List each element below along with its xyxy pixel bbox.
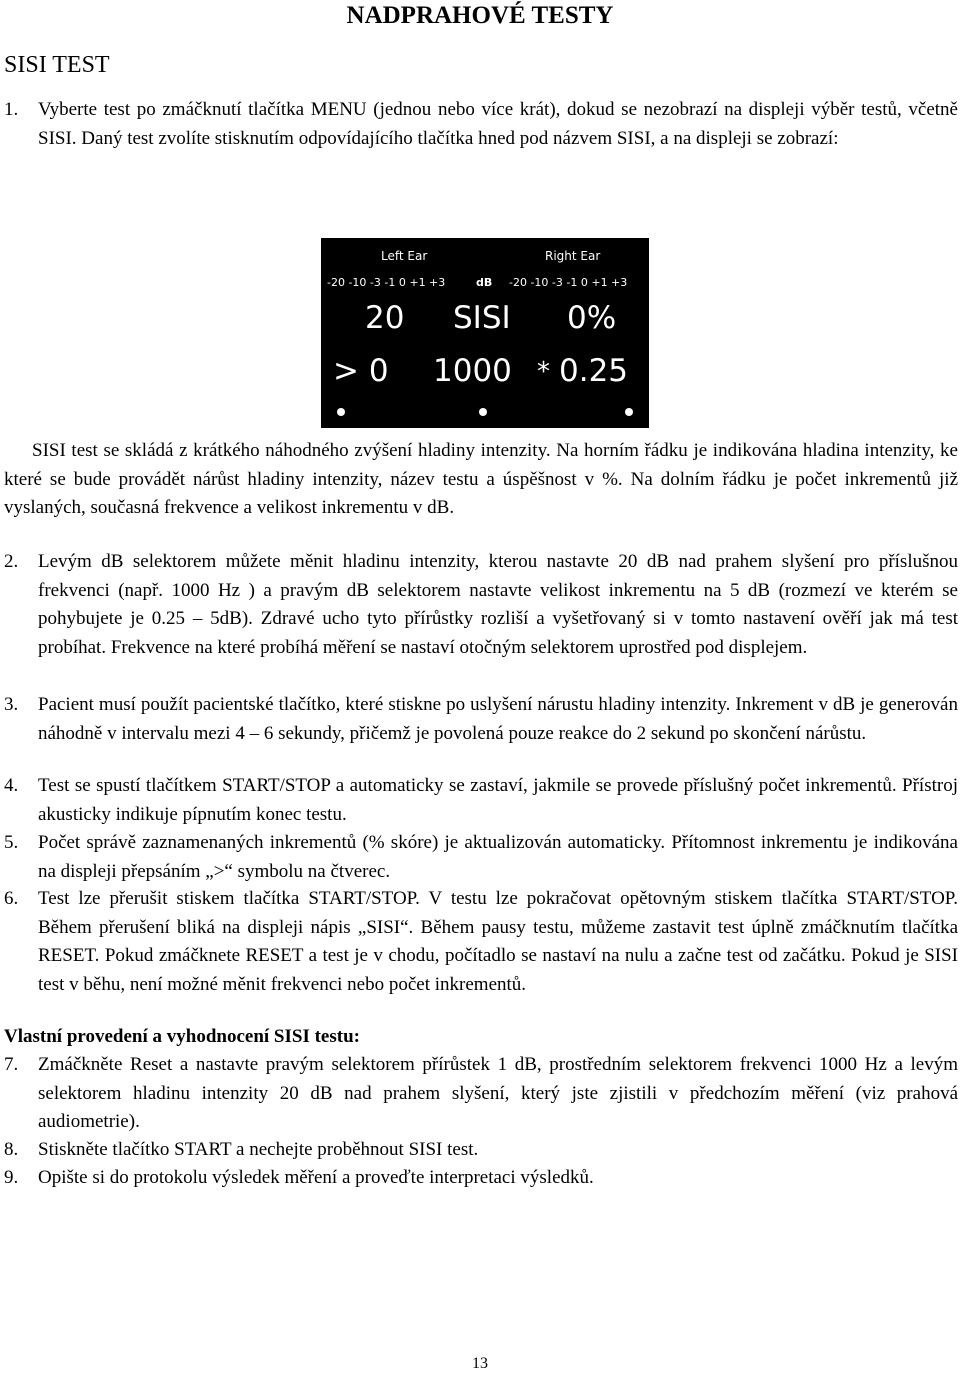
list-item-number: 7.	[4, 1054, 19, 1075]
list-item-number: 8.	[4, 1139, 19, 1160]
test-name: SISI	[453, 300, 511, 336]
section-title: SISI TEST	[4, 52, 110, 78]
left-ear-label: Left Ear	[381, 249, 428, 263]
list-item-text: Zmáčkněte Reset a nastavte pravým selektorem přírůstek 1 dB, prostředním selektorem frekvenci 1000 Hz a levým selektorem hladinu intenzity 20 dB nad prahem slyšení, který jste zjistili v předchozím měření (viz prahová audiometrie).	[38, 1054, 958, 1132]
list-item-text: Opište si do protokolu výsledek měření a proveďte interpretaci výsledků.	[38, 1167, 594, 1188]
list-item	[4, 96, 958, 153]
increment-count: > 0	[333, 353, 389, 389]
right-ear-label: Right Ear	[545, 249, 601, 263]
list-item	[4, 772, 958, 829]
list-item-number: 9.	[4, 1167, 19, 1188]
list-item-text: Vyberte test po zmáčknutí tlačítka MENU (jednou nebo více krát), dokud se nezobrazí na displeji výběr testů, včetně SISI. Daný test zvolíte stisknutím odpovídajícího tlačítka hned pod názvem SISI, a na displeji se zobrazí:	[38, 99, 958, 149]
indicator-dot-icon	[625, 408, 633, 416]
indicator-dot-icon	[479, 408, 487, 416]
right-ear-scale: -20 -10 -3 -1 0 +1 +3	[509, 276, 628, 289]
list-item	[4, 1136, 958, 1165]
star-icon: *	[537, 357, 550, 387]
audiometer-display	[321, 238, 649, 428]
list-item	[4, 885, 958, 999]
score-percent: 0%	[567, 300, 617, 336]
list-item	[4, 1164, 958, 1193]
indicator-dot-icon	[337, 408, 345, 416]
list-item-text: Test lze přerušit stiskem tlačítka START/STOP. V testu lze pokračovat opětovným stiskem tlačítka START/STOP. Během přerušení bliká na displeji nápis „SISI“. Během pausy testu, můžeme zastavit test úplně zmáčknutím tlačítka RESET. Pokud zmáčknete RESET a test je v chodu, počítadlo se nastaví na nulu a začne test od začátku. Pokud je SISI test v běhu, není možné měnit frekvenci nebo počet inkrementů.	[38, 888, 958, 995]
list-item	[4, 1051, 958, 1137]
list-item-text: Pacient musí použít pacientské tlačítko, které stiskne po uslyšení nárustu hladiny intenzity. Inkrement v dB je generován náhodně v intervalu mezi 4 – 6 sekundy, přičemž je povolená pouze reakce do 2 sekund po skončení nárůstu.	[38, 694, 958, 744]
left-ear-scale: -20 -10 -3 -1 0 +1 +3	[327, 276, 446, 289]
list-item	[4, 548, 958, 662]
list-item-text: Stiskněte tlačítko START a nechejte proběhnout SISI test.	[38, 1139, 479, 1160]
list-item-number: 5.	[4, 832, 19, 853]
list-item-text: Test se spustí tlačítkem START/STOP a automaticky se zastaví, jakmile se provede příslušný počet inkrementů. Přístroj akusticky indikuje pípnutím konec testu.	[38, 775, 958, 825]
frequency: 1000	[433, 353, 512, 389]
list-item-text: Počet správě zaznamenaných inkrementů (% skóre) je aktualizován automaticky. Přítomnost inkrementu je indikována na displeji přepsáním „>“ symbolu na čtverec.	[38, 832, 958, 882]
list-item-number: 6.	[4, 888, 19, 909]
list-item	[4, 829, 958, 886]
list-item-number: 4.	[4, 775, 19, 796]
page-title: NADPRAHOVÉ TESTY	[346, 2, 614, 29]
list-item-number: 1.	[4, 99, 19, 120]
intensity-level: 20	[365, 300, 405, 336]
db-label: dB	[476, 276, 493, 289]
list-item-text: Levým dB selektorem můžete měnit hladinu intenzity, kterou nastavte 20 dB nad prahem slyšení pro příslušnou frekvenci (např. 1000 Hz ) a pravým dB selektorem nastavte velikost inkrementu na 5 dB (rozmezí ve kterém se pohybujete je 0.25 – 5dB). Zdravé ucho tyto přírůstky rozliší a vyšetřovaný si v tomto nastavení ověří jak má test probíhat. Frekvence na které probíhá měření se nastaví otočným selektorem uprostřed pod displejem.	[38, 551, 958, 658]
list-item-number: 3.	[4, 694, 19, 715]
list-item-number: 2.	[4, 551, 19, 572]
increment-size: 0.25	[559, 353, 629, 389]
section-heading: Vlastní provedení a vyhodnocení SISI testu:	[4, 1026, 360, 1047]
list-item	[4, 691, 958, 748]
intro-paragraph: SISI test se skládá z krátkého náhodného zvýšení hladiny intenzity. Na horním řádku je indikována hladina intenzity, ke které se bude provádět nárůst hladiny intenzity, název testu a úspěšnost v %. Na dolním řádku je počet inkrementů již vyslaných, současná frekvence a velikost inkrementu v dB.	[4, 440, 958, 518]
page-number: 13	[472, 1355, 488, 1372]
